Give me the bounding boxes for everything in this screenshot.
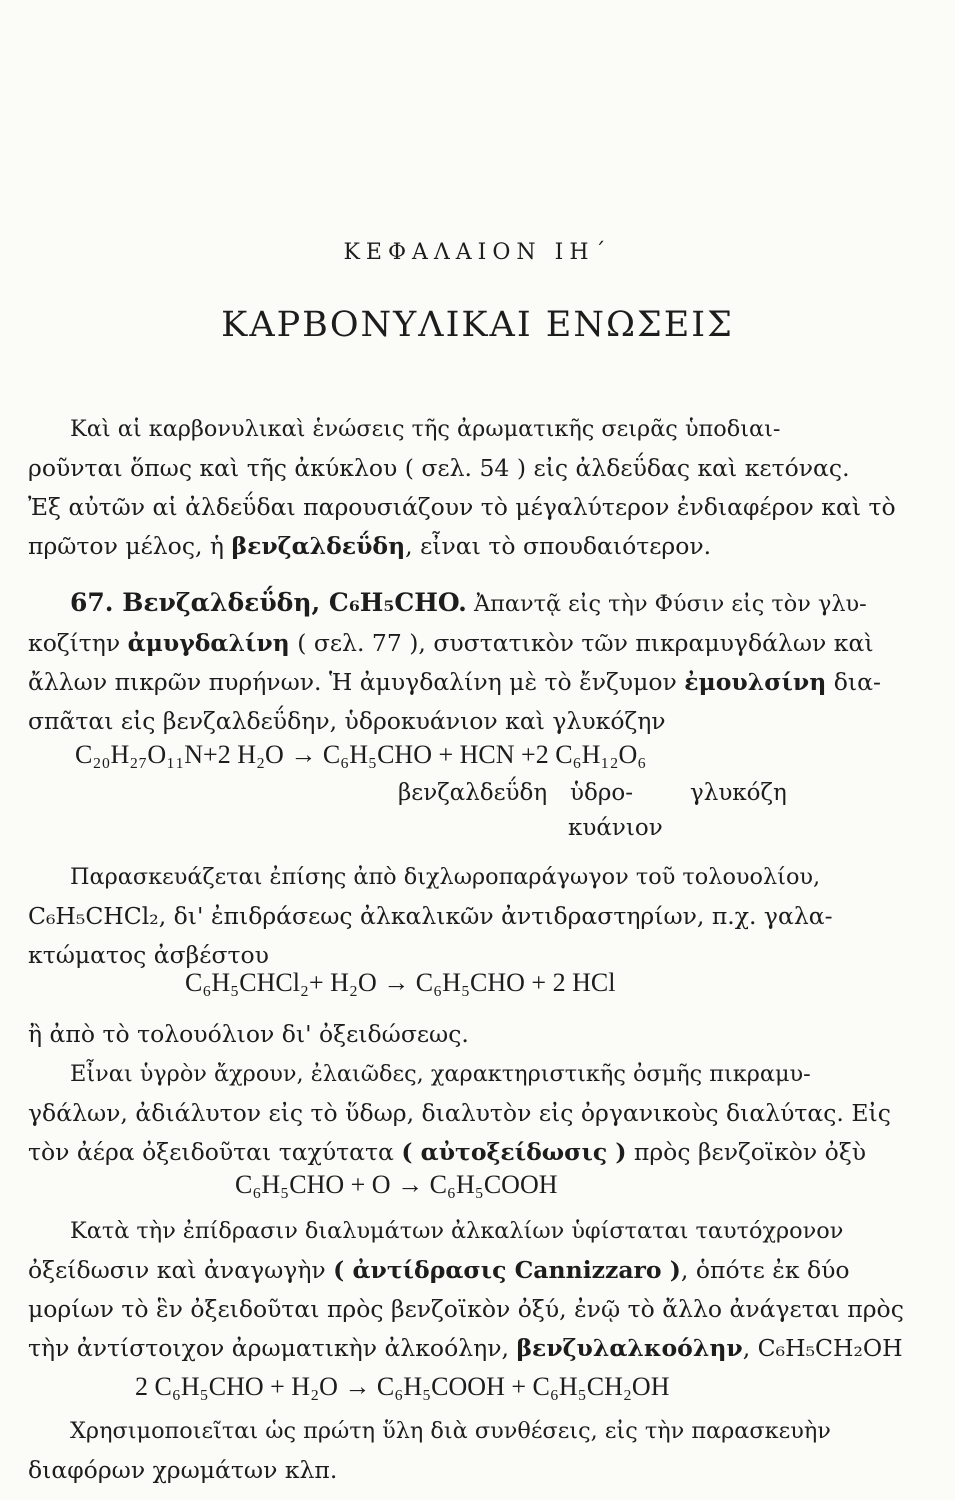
intro-line-1: Καὶ αἱ καρβονυλικαὶ ἑνώσεις τῆς ἀρωματικῆς σειρᾶς ὑποδιαι- [70,416,781,442]
preparation-paragraph [28,858,908,975]
intro-line-4-text: πρῶτον μέλος, ἡ [28,532,232,560]
equation-autoxidation: C₆H₅CHO + O → C₆H₅COOH [235,1170,558,1199]
props-line-3-end: πρὸς βενζοϊκὸν ὀξὺ [626,1138,867,1166]
prep-line-2: C₆H₅CHCl₂, δι' ἐπιδράσεως ἀλκαλικῶν ἀντιδραστηρίων, π.χ. γαλα- [28,902,833,930]
cann-line-2-text: ὀξείδωσιν καὶ ἀναγωγὴν [28,1256,334,1284]
label-benzaldehyde: βενζαλδεΰδη [398,780,548,806]
term-benzyl-alcohol: βενζυλαλκοόλην [516,1334,743,1362]
cann-line-3: μορίων τὸ ἓν ὀξειδοῦται πρὸς βενζοϊκὸν ὀξύ, ἐνῷ τὸ ἄλλο ἀνάγεται πρὸς [28,1295,904,1323]
properties-paragraph [28,1055,908,1172]
prep-line-3: κτώματος ἀσβέστου [28,941,269,969]
term-benzaldehyde: βενζαλδεΰδη [231,532,406,560]
cann-line-4-text: τὴν ἀντίστοιχον ἀρωματικὴν ἀλκοόλην, [28,1334,517,1362]
cann-line-1: Κατὰ τὴν ἐπίδρασιν διαλυμάτων ἀλκαλίων ὑφίσταται ταυτόχρονον [70,1218,844,1244]
chapter-title: ΚΑΡΒΟΝΥΛΙΚΑΙ ΕΝΩΣΕΙΣ [221,305,734,345]
cann-line-2 [28,1251,908,1290]
intro-line-2: ροῦνται ὅπως καὶ τῆς ἀκύκλου ( σελ. 54 ) εἰς ἀλδεΰδας καὶ κετόνας. [28,454,850,482]
term-autoxidation: ( αὐτοξείδωσις ) [401,1138,627,1166]
prep-line-1: Παρασκευάζεται ἐπίσης ἀπὸ διχλωροπαράγωγον τοῦ τολουολίου, [70,864,821,890]
props-line-3 [28,1133,908,1172]
cann-line-4 [28,1329,908,1368]
label-hydrocyanic-2: κυάνιον [568,815,663,841]
section-67-paragraph [28,583,908,741]
uses-line-2: διαφόρων χρωμάτων κλπ. [28,1456,338,1484]
term-amygdalin: ἀμυγδαλίνη [127,629,290,657]
intro-line-4-end: , εἶναι τὸ σπουδαιότερον. [405,532,712,560]
chapter-label: ΚΕΦΑΛΑΙΟΝ ΙΗ΄ [343,240,612,265]
cannizzaro-paragraph [28,1212,908,1368]
equation-cannizzaro: 2 C₆H₅CHO + H₂O → C₆H₅COOH + C₆H₅CH₂OH [135,1372,670,1401]
section-67-line-1 [28,583,908,624]
term-emulsin: ἐμουλσίνη [684,668,827,696]
uses-line-1: Χρησιμοποιεῖται ὡς πρώτη ὕλη διὰ συνθέσεις, εἰς τὴν παρασκευὴν [70,1418,831,1444]
equation-amygdalin-hydrolysis: C₂₀H₂₇O₁₁N+2 H₂O → C₆H₅CHO + HCN +2 C₆H₁₂O₆ [75,740,647,769]
section-67-line-3-end: δια- [826,668,881,696]
props-line-3-text: τὸν ἀέρα ὀξειδοῦται ταχύτατα [28,1138,402,1166]
label-hydrocyanic-1: ὑδρο- [570,780,633,806]
section-67-line-2-text: κοζίτην [28,629,128,657]
section-67-heading: 67. Βενζαλδεΰδη, C₆H₅CHO. [70,588,467,617]
equation-benzal-chloride-hydrolysis: C₆H₅CHCl₂+ H₂O → C₆H₅CHO + 2 HCl [185,968,616,997]
cann-line-4-end: , C₆H₅CH₂OH [742,1334,903,1362]
props-line-1: Εἶναι ὑγρὸν ἄχρουν, ἐλαιῶδες, χαρακτηριστικῆς ὀσμῆς πικραμυ- [70,1061,811,1087]
intro-paragraph [28,410,908,566]
section-67-line-1-text: Ἀπαντᾷ εἰς τὴν Φύσιν εἰς τὸν γλυ- [466,591,867,617]
oxidation-line [28,1015,908,1054]
intro-line-4 [28,527,908,566]
section-67-line-3 [28,663,908,702]
section-67-line-4: σπᾶται εἰς βενζαλδεΰδην, ὑδροκυάνιον καὶ γλυκόζην [28,707,666,735]
section-67-line-2 [28,624,908,663]
term-cannizzaro: ( ἀντίδρασις Cannizzaro ) [333,1256,681,1284]
cann-line-2-end: , ὁπότε ἐκ δύο [680,1256,850,1284]
props-line-2: γδάλων, ἀδιάλυτον εἰς τὸ ὕδωρ, διαλυτὸν εἰς ὀργανικοὺς διαλύτας. Εἰς [28,1099,891,1127]
intro-line-3: Ἐξ αὐτῶν αἱ ἀλδεΰδαι παρουσιάζουν τὸ μέγαλύτερον ἐνδιαφέρον καὶ τὸ [28,493,896,521]
ox-line-1: ἢ ἀπὸ τὸ τολουόλιον δι' ὀξειδώσεως. [28,1020,469,1048]
section-67-line-3-text: ἄλλων πικρῶν πυρήνων. Ἡ ἀμυγδαλίνη μὲ τὸ ἔνζυμον [28,668,685,696]
section-67-line-2-end: ( σελ. 77 ), συστατικὸν τῶν πικραμυγδάλων καὶ [289,629,874,657]
label-glucose: γλυκόζη [690,780,787,806]
uses-paragraph [28,1412,908,1490]
